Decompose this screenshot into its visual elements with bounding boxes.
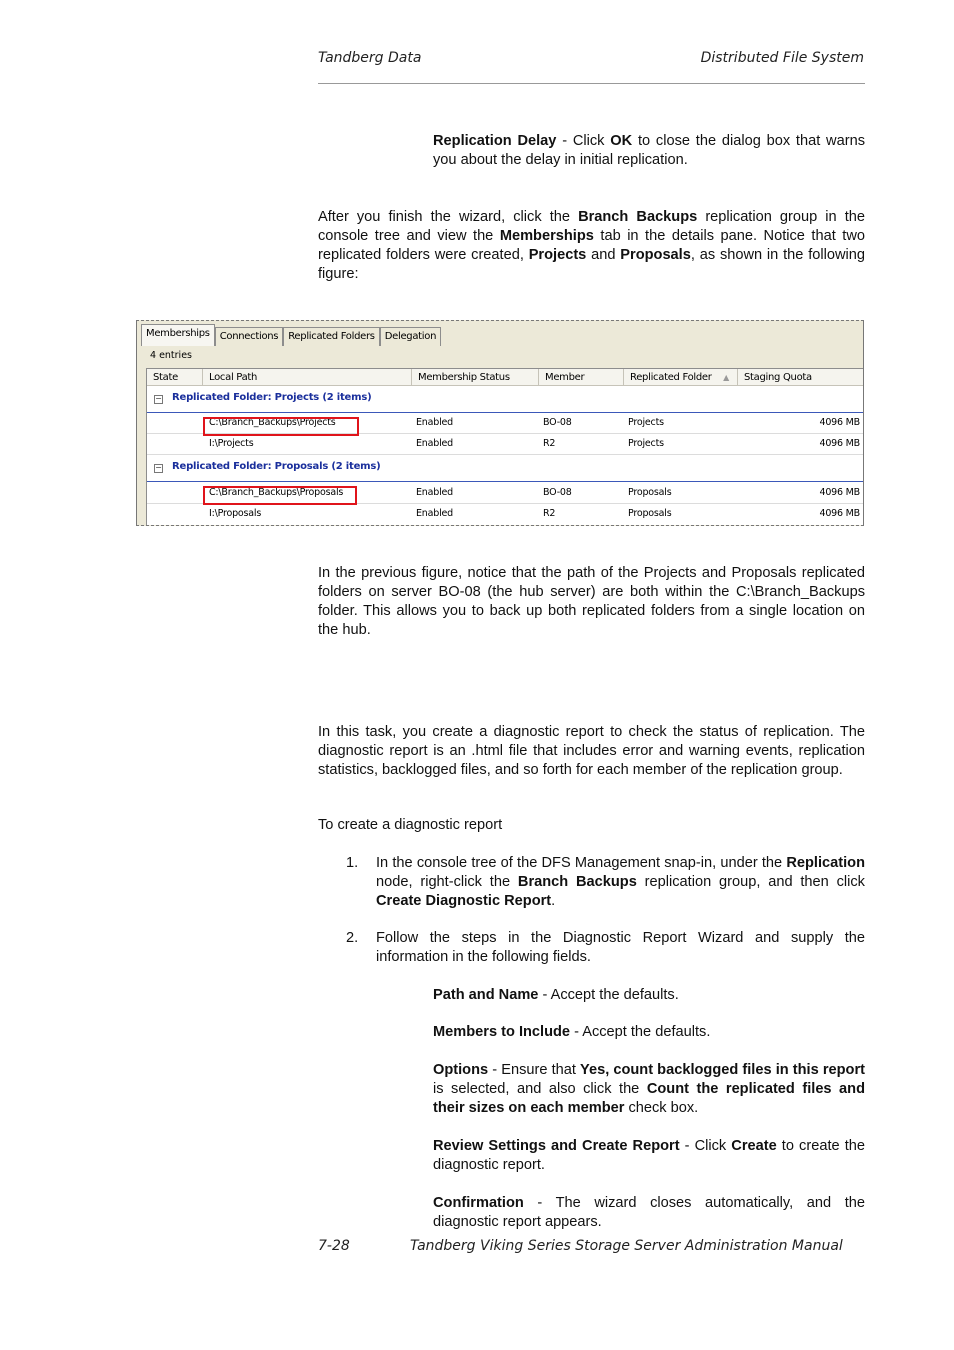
memberships-grid: [146, 368, 864, 526]
header-rule: [318, 83, 865, 84]
table-row[interactable]: [147, 434, 864, 455]
field-options: Options - Ensure that Yes, count backlogged files in this report is selected, and also click the Count the replicated files and their sizes on each member check box.: [433, 1062, 866, 1116]
cell-replicated-folder: Projects: [628, 417, 664, 428]
column-header-local-path[interactable]: Local Path: [203, 369, 412, 386]
tab-replicated-folders[interactable]: Replicated Folders: [283, 327, 380, 346]
cell-local-path: I:\Projects: [209, 438, 254, 449]
group-header-proposals[interactable]: [147, 455, 864, 482]
previous-figure-paragraph: In the previous figure, notice that the path of the Projects and Proposals replicated folders on server BO-08 (the hub server) are both within the C:\Branch_Backups folder. This allows you to back up both replicated folders from a single location on the hub.: [318, 565, 865, 638]
cell-member: BO-08: [543, 417, 572, 428]
replication-delay-paragraph: Replication Delay - Click OK to close the dialog box that warns you about the delay in initial replication.: [433, 133, 865, 168]
cell-member: R2: [543, 438, 556, 449]
field-members-to-include: Members to Include - Accept the defaults.: [433, 1024, 711, 1040]
collapse-icon[interactable]: −: [155, 463, 162, 472]
header-right: Distributed File System: [700, 50, 864, 66]
footer-title: Tandberg Viking Series Storage Server Administration Manual: [410, 1238, 843, 1254]
group-header-projects[interactable]: [147, 386, 864, 413]
cell-membership-status: Enabled: [416, 417, 453, 428]
column-header-state[interactable]: State: [147, 369, 203, 386]
cell-membership-status: Enabled: [416, 487, 453, 498]
group-title: Replicated Folder: Proposals (2 items): [172, 461, 381, 472]
cell-staging-quota: 4096 MB: [819, 417, 860, 428]
highlight-box-projects-path: [203, 417, 359, 436]
column-header-staging-quota[interactable]: Staging Quota: [738, 369, 864, 386]
cell-local-path: I:\Proposals: [209, 508, 262, 519]
entries-count: 4 entries: [150, 350, 192, 361]
collapse-icon[interactable]: −: [155, 394, 162, 403]
cell-local-path: C:\Branch_Backups\Projects: [209, 417, 336, 428]
cell-replicated-folder: Projects: [628, 438, 664, 449]
column-header-member[interactable]: Member: [539, 369, 624, 386]
replication-delay-term: Replication Delay: [433, 133, 557, 149]
step-1-text: In the console tree of the DFS Management snap-in, under the Replication node, right-click the Branch Backups replication group, and then click Create Diagnostic Report.: [376, 855, 865, 909]
cell-member: BO-08: [543, 487, 572, 498]
cell-membership-status: Enabled: [416, 508, 453, 519]
tab-strip: [141, 324, 441, 345]
procedure-heading: To create a diagnostic report: [318, 817, 503, 833]
page-number: 7-28: [318, 1238, 350, 1254]
column-header-membership-status[interactable]: Membership Status: [412, 369, 539, 386]
field-review-settings: Review Settings and Create Report - Click Create to create the diagnostic report.: [433, 1138, 865, 1173]
cell-staging-quota: 4096 MB: [819, 508, 860, 519]
cell-staging-quota: 4096 MB: [819, 487, 860, 498]
tab-memberships[interactable]: Memberships: [141, 324, 215, 346]
field-path-and-name: Path and Name - Accept the defaults.: [433, 987, 679, 1003]
column-header-replicated-folder[interactable]: Replicated Folder ▲: [624, 369, 738, 386]
tab-connections[interactable]: Connections: [215, 327, 284, 346]
header-left: Tandberg Data: [318, 50, 422, 66]
field-confirmation: Confirmation - The wizard closes automatically, and the diagnostic report appears.: [433, 1195, 865, 1230]
cell-member: R2: [543, 508, 556, 519]
table-row[interactable]: [147, 504, 864, 524]
memberships-screenshot: [136, 320, 864, 526]
cell-local-path: C:\Branch_Backups\Proposals: [209, 487, 344, 498]
cell-replicated-folder: Proposals: [628, 487, 672, 498]
sort-ascending-icon: ▲: [723, 373, 729, 382]
task-intro-paragraph: In this task, you create a diagnostic report to check the status of replication. The diagnostic report is an .html file that includes error and warning events, replication statistics, backlogged files, and so forth for each member of the replication group.: [318, 724, 865, 778]
step-number: 2.: [346, 930, 359, 946]
cell-replicated-folder: Proposals: [628, 508, 672, 519]
cell-staging-quota: 4096 MB: [819, 438, 860, 449]
tab-delegation[interactable]: Delegation: [380, 327, 441, 346]
step-number: 1.: [346, 855, 359, 871]
cell-membership-status: Enabled: [416, 438, 453, 449]
step-2-text: Follow the steps in the Diagnostic Report Wizard and supply the information in the following fields.: [376, 930, 865, 965]
highlight-box-proposals-path: [203, 486, 357, 505]
after-wizard-paragraph: After you finish the wizard, click the Branch Backups replication group in the console tree and view the Memberships tab in the details pane. Notice that two replicated folders were created, Projects and Proposals, as shown in the following figure:: [318, 209, 866, 282]
group-title: Replicated Folder: Projects (2 items): [172, 392, 372, 403]
